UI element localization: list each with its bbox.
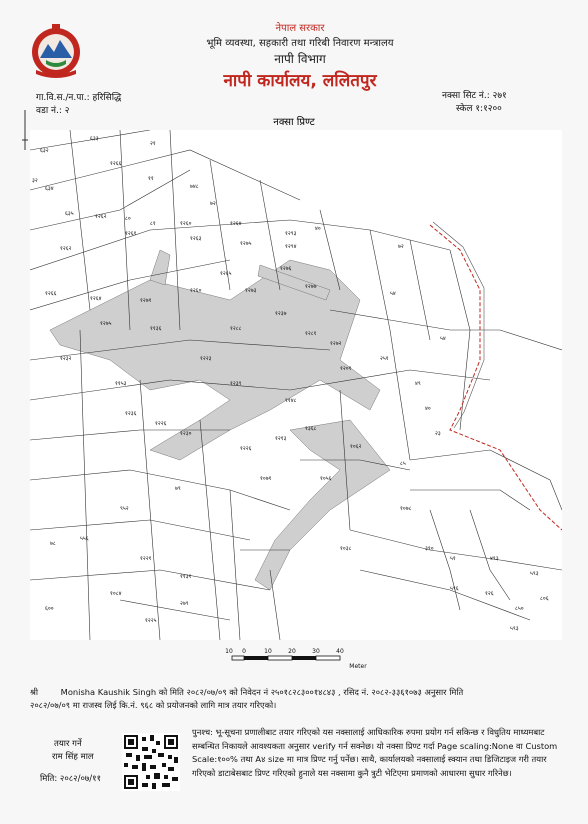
parcel-label: १२७१ [140,298,152,304]
parcel-label: १२७७ [305,284,317,290]
office-header [150,20,450,91]
parcel-label: १२६२ [60,246,72,252]
parcel-label: १२२६ [155,421,167,427]
notice-line2: २०८२/०७/०९ मा राजस्व लिई कि.नं. ९६८ को प्रयोजनको लागि मात्र तयार गरिएको। [30,700,277,710]
parcel-label: ८५० [515,606,524,612]
scale-tick: 10 [264,648,272,655]
scale-tick: 10 [225,648,233,655]
ward-label: वडा नं.: २ [36,106,70,116]
parcel-label: १२६३ [190,236,202,242]
parcel-label: १२१३ [275,436,287,442]
parcel-label: ५९३ [510,626,519,632]
parcel-label: १०७१ [260,476,272,482]
parcel-label: ५१ [450,556,456,562]
application-notice [30,686,560,712]
parcel-label: ५४ [440,336,446,342]
parcel-label: १०५६ [320,476,332,482]
parcel-label: ४९३ [490,556,499,562]
qr-code-icon [122,733,180,791]
scale-tick: 40 [336,648,344,655]
parcel-label: १२२१ [140,556,152,562]
parcel-label: ६३५ [65,211,74,217]
notice-line1: को मिति २०८२/०७/०९ को निवेदन नं २५०१८२८३००१४८४३ , रसिद नं. २०८२-३३६१०७३ अनुसार मिति [158,687,464,697]
parcel-label: ११३६ [150,326,162,332]
parcel-label: १२३६ [125,411,137,417]
parcel-label: १२६४ [230,221,242,227]
disclaimer-note: पुनश्च: भू-सूचना प्रणालीबाट तयार गरिएको यस नक्सालाई आधिकारिक रुपमा प्रयोग गर्न सकिन्छ र विधुतिय माध्यमबाट सम्बन्धित निकायले आवश्यकता अनुसार verify गर्न सक्नेछ। यो नक्सा प्रिण्ट गर्दा Page scaling:None वा Custom Scale:१००% तथा A४ size मा मात्र प्रिण्ट गर्नु पर्नेछ। साथै, कार्यालयको नक्सालाई स्क्यान तथा डिजिटाइज गरी तयार गरिएको डाटाबेसबाट प्रिण्ट गरिएको हुनाले यस नक्सामा कुनै त्रुटी भेटिएमा प्रमाणको आधारमा सुधार गरिनेछ। [192,727,558,778]
prepared-by-label: तयार गर्ने [54,739,82,749]
parcel-label: ६०० [45,606,54,612]
parcel-label: १२२३ [200,356,212,362]
ministry-name: भूमि व्यवस्था, सहकारी तथा गरिबी निवारण मन्त्रालय [206,38,394,49]
parcel-label: १२६४ [90,296,102,302]
scale-tick: 0 [242,648,246,655]
office-name: नापी कार्यालय, ललितपुर [223,71,377,91]
parcel-label: १०७८ [400,506,412,512]
scale-unit: Meter [349,663,367,670]
parcel-label: ५९३ [530,571,539,577]
prepared-by-name: राम सिंह माल [52,752,94,762]
notice-prefix: श्री [30,687,39,697]
parcel-label: १२६६ [45,291,57,297]
parcel-label: १२६२ [95,214,107,220]
parcel-label: १२३७ [275,311,287,317]
parcel-label: १२६० [180,221,192,227]
parcel-label: ७८ [50,541,56,547]
parcel-label: १२२५ [145,618,157,624]
parcel-label: ६३४ [45,186,54,192]
parcel-label: ५९६ [450,586,459,592]
parcel-label: ११४८ [285,398,297,404]
parcel-label: १२७५ [240,241,252,247]
parcel-label: ७२ [398,244,404,250]
parcel-label: १३६८ [305,426,317,432]
parcel-label: १२६६ [110,161,122,167]
department-name: नापी विभाग [274,52,326,66]
parcel-label: ६३२ [40,148,49,154]
parcel-label: २७९ [180,601,189,607]
parcel-label: १२८१ [305,331,317,337]
parcel-label: ७२ [210,201,216,207]
scale-bar [222,648,382,670]
parcel-label: ४९ [415,381,421,387]
parcel-label: ७९ [175,486,181,492]
parcel-label: १२२६ [240,446,252,452]
scale-tick: 30 [312,648,320,655]
parcel-label: १०६२ [350,444,362,450]
parcel-label: १२७५ [100,321,112,327]
parcel-label: ६३३ [90,136,99,142]
parcel-label: ३२ [32,178,38,184]
parcel-label: १२६५ [220,271,232,277]
parcel-label: १२७६ [280,266,292,272]
parcel-label: ७४८ [190,184,199,190]
cadastral-map [30,130,562,640]
margin-mark-icon [22,110,28,150]
parcel-label: ८५ [400,461,406,467]
parcel-label: ४० [425,406,431,412]
parcel-label: २५१ [380,356,389,362]
parcel-label: १२९३ [285,231,297,237]
parcel-label: १०८४ [110,591,122,597]
parcel-label: १२०१ [340,366,352,372]
map-scale: स्केल १:१२०० [456,104,502,114]
vdc-label: गा.वि.स./न.पा.: हरिसिद्धि [36,93,122,103]
parcel-label: ४० [315,226,321,232]
parcel-label: ५४ [390,291,396,297]
parcel-label: १२९४ [285,244,297,250]
parcel-label: ११५३ [115,381,127,387]
applicant-name: Monisha Kaushik Singh [60,687,157,697]
parcel-label: १२३० [180,431,192,437]
parcel-label: ८१ [150,221,156,227]
nepal-emblem-icon [26,20,86,80]
parcel-label: ८०६ [540,596,549,602]
parcel-label: १०३८ [340,546,352,552]
parcel-label: १२३९ [230,381,242,387]
parcel-label: ८० [125,216,131,222]
parcel-label: १२७३ [245,288,257,294]
prepared-date: मिति: २०८२/०७/११ [40,774,101,784]
map-title: नक्सा प्रिण्ट [273,117,315,128]
parcel-label: २१ [150,141,156,147]
parcel-label: १२६१ [125,231,137,237]
parcel-label: १२६० [190,288,202,294]
parcel-label: ५५६ [80,536,89,542]
scale-tick: 20 [288,648,296,655]
parcel-label: ११३१ [180,574,192,580]
parcel-label: ११ [148,176,154,182]
parcel-label: २३ [435,431,441,437]
parcel-label: १२६ [485,591,494,597]
parcel-label: ३९० [425,546,434,552]
parcel-label: ९५२ [120,506,129,512]
parcel-label: १२८८ [230,326,242,332]
parcel-label: १२७२ [330,341,342,347]
government-name: नेपाल सरकार [275,23,325,34]
sheet-number: नक्सा सिट नं.: २७१ [442,91,507,101]
parcel-label: १२३२ [60,356,72,362]
